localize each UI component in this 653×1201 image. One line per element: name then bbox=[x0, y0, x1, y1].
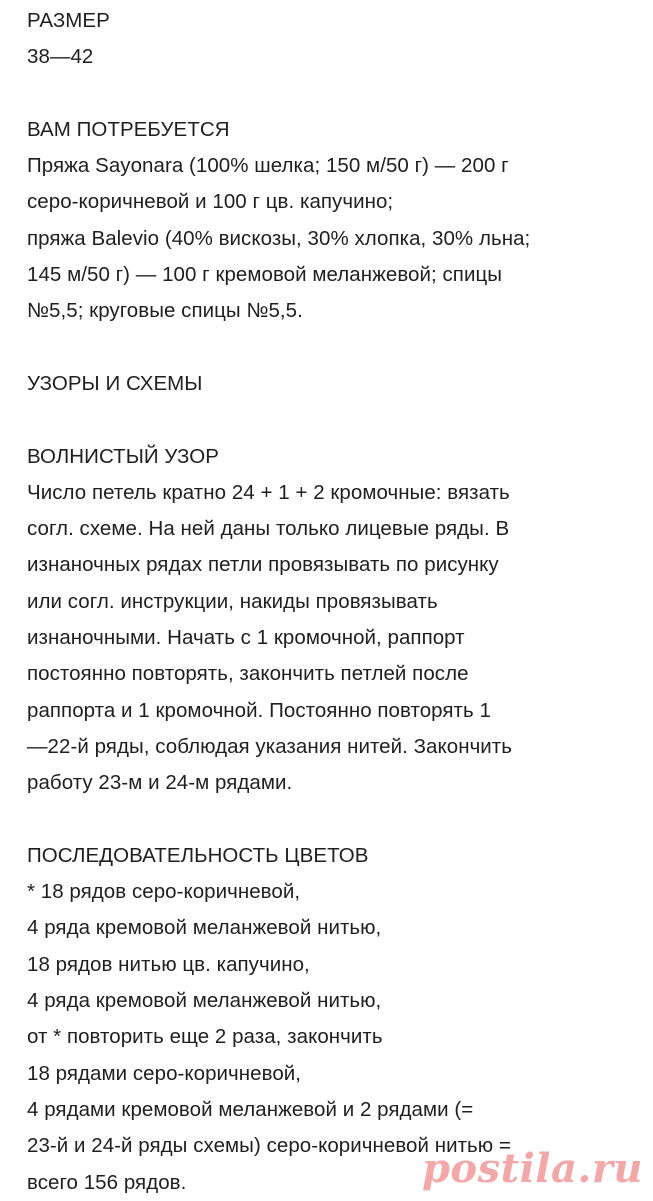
wave-pattern-line: изнаночных рядах петли провязывать по рисунку bbox=[27, 553, 499, 577]
spacer bbox=[27, 330, 639, 366]
color-sequence-line: 18 рядами серо-коричневой, bbox=[27, 1061, 302, 1085]
materials-line: Пряжа Sayonara (100% шелка; 150 м/50 г) — 200 г bbox=[27, 154, 509, 178]
color-sequence-line: 4 рядами кремовой меланжевой и 2 рядами (= bbox=[27, 1097, 474, 1121]
materials-line: пряжа Balevio (40% вискозы, 30% хлопка, 30% льна; bbox=[27, 226, 531, 250]
patterns-heading: УЗОРЫ И СХЕМЫ bbox=[27, 371, 203, 395]
wave-pattern-line: постоянно повторять, закончить петлей после bbox=[27, 662, 469, 686]
wave-pattern-line: работу 23-м и 24-м рядами. bbox=[27, 771, 293, 795]
color-sequence-line: 4 ряда кремовой меланжевой нитью, bbox=[27, 916, 382, 940]
wave-pattern-line: раппорта и 1 кромочной. Постоянно повторять 1 bbox=[27, 698, 491, 722]
materials-line: №5,5; круговые спицы №5,5. bbox=[27, 299, 303, 323]
wave-pattern-line: согл. схеме. На ней даны только лицевые ряды. В bbox=[27, 517, 510, 541]
spacer bbox=[27, 402, 639, 438]
wave-pattern-line: Число петель кратно 24 + 1 + 2 кромочные: вязать bbox=[27, 480, 510, 504]
size-value: 38—42 bbox=[27, 45, 94, 69]
materials-line: 145 м/50 г) — 100 г кремовой меланжевой; спицы bbox=[27, 263, 503, 287]
size-heading: РАЗМЕР bbox=[27, 9, 110, 32]
wave-pattern-line: изнаночными. Начать с 1 кромочной, раппорт bbox=[27, 626, 465, 650]
spacer bbox=[27, 76, 639, 112]
article-text bbox=[27, 3, 639, 1201]
watermark bbox=[421, 1144, 643, 1192]
spacer bbox=[27, 802, 639, 838]
watermark-logo-text: postila.ru bbox=[421, 1144, 643, 1192]
materials-line: серо-коричневой и 100 г цв. капучино; bbox=[27, 190, 394, 214]
wave-pattern-line: —22-й ряды, соблюдая указания нитей. Закончить bbox=[27, 734, 512, 758]
color-sequence-line: 23-й и 24-й ряды схемы) серо-коричневой нитью = bbox=[27, 1134, 511, 1158]
color-sequence-line: * 18 рядов серо-коричневой, bbox=[27, 880, 301, 904]
color-sequence-line: от * повторить еще 2 раза, закончить bbox=[27, 1025, 383, 1049]
color-sequence-heading: ПОСЛЕДОВАТЕЛЬНОСТЬ ЦВЕТОВ bbox=[27, 843, 369, 867]
color-sequence-line: всего 156 рядов. bbox=[27, 1170, 187, 1194]
wave-pattern-line: или согл. инструкции, накиды провязывать bbox=[27, 589, 438, 613]
wave-pattern-heading: ВОЛНИСТЫЙ УЗОР bbox=[27, 444, 219, 468]
materials-heading: ВАМ ПОТРЕБУЕТСЯ bbox=[27, 117, 230, 141]
color-sequence-line: 4 ряда кремовой меланжевой нитью, bbox=[27, 989, 382, 1013]
color-sequence-line: 18 рядов нитью цв. капучино, bbox=[27, 952, 310, 976]
